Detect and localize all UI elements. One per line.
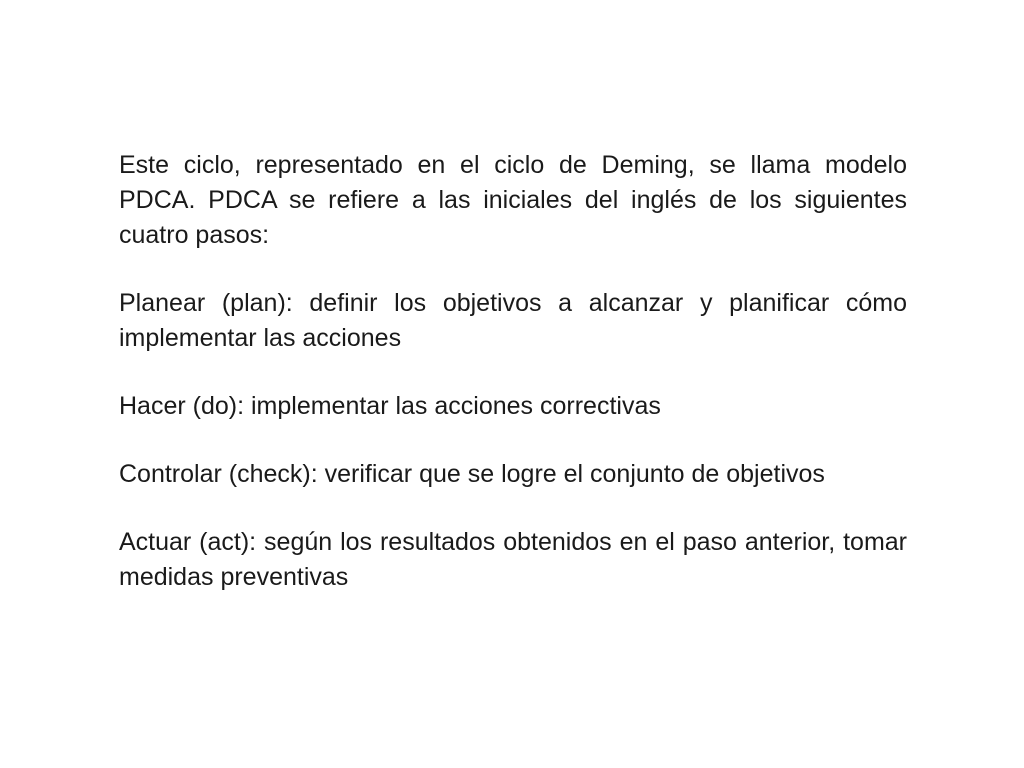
plan-paragraph: Planear (plan): definir los objetivos a alcanzar y planificar cómo implementar las acciones: [119, 289, 907, 352]
act-paragraph: Actuar (act): según los resultados obtenidos en el paso anterior, tomar medidas preventivas: [119, 528, 907, 591]
intro-paragraph: Este ciclo, representado en el ciclo de Deming, se llama modelo PDCA. PDCA se refiere a las iniciales del inglés de los siguientes cuatro pasos:: [119, 151, 907, 249]
check-paragraph: Controlar (check): verificar que se logre el conjunto de objetivos: [119, 460, 825, 488]
slide-text-block: [119, 148, 907, 595]
do-paragraph: Hacer (do): implementar las acciones correctivas: [119, 392, 661, 420]
